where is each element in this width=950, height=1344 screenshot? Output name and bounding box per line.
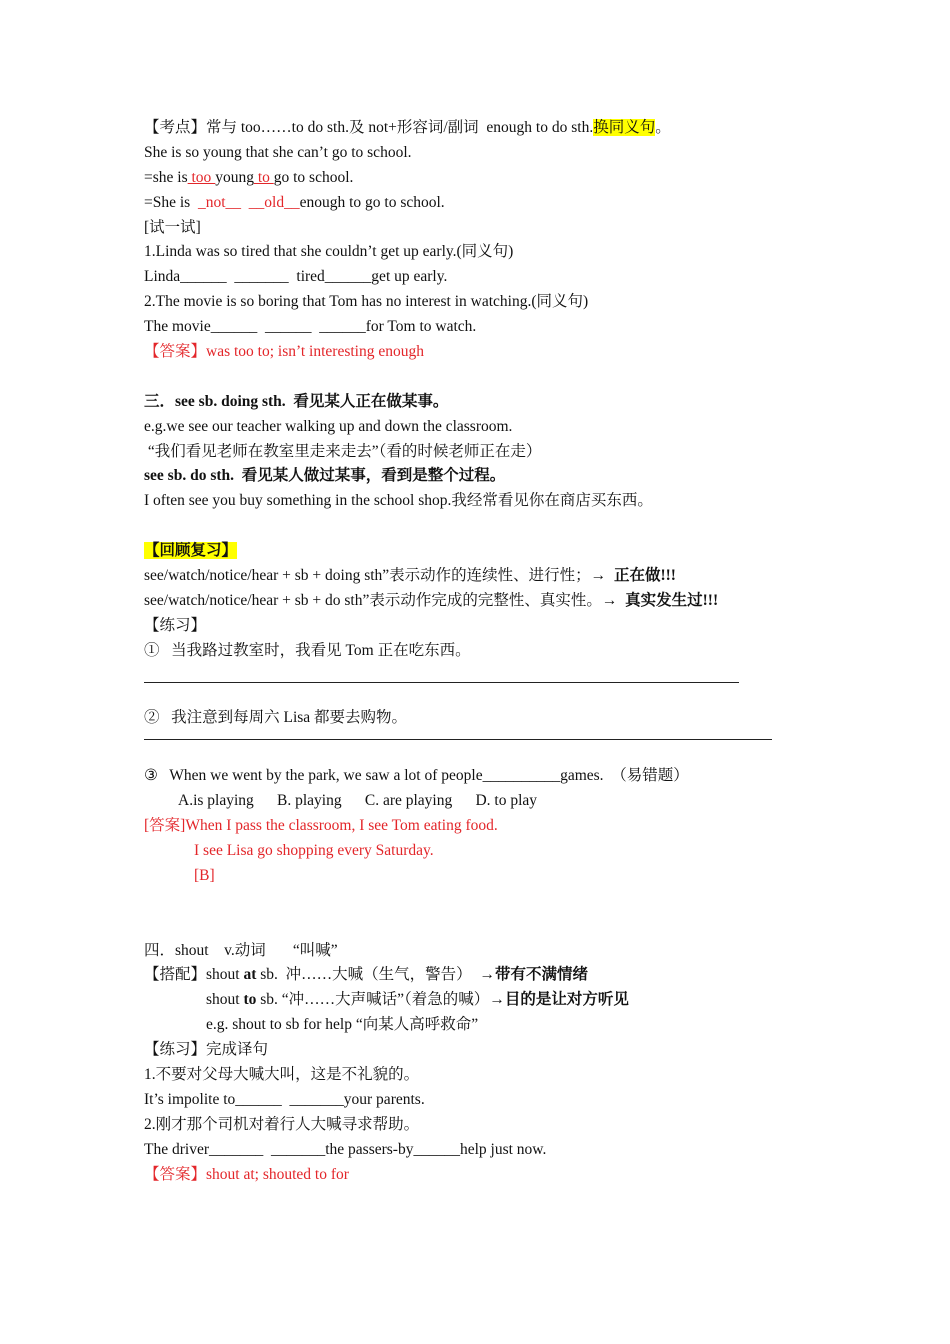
practice-q3-options: A.is playing B. playing C. are playing D. to play — [178, 792, 538, 810]
spacer — [144, 514, 804, 539]
rewrite-enough: =She is _not__ __old__enough to go to school. — [144, 193, 445, 211]
answer-rule-2 — [144, 739, 772, 740]
answer-line-2 — [144, 739, 804, 764]
collocation-at: 【搭配】shout at sb. 冲……大喊（生气，警告） →带有不满情绪 — [144, 966, 588, 984]
example-doing: e.g.we see our teacher walking up and down the classroom. — [144, 417, 513, 435]
example-sentence: She is so young that she can’t go to school. — [144, 143, 412, 161]
translate-2: 2.刚才那个司机对着行人大喊寻求帮助。 — [144, 1115, 420, 1133]
practice-q1: ① 当我路过教室时，我看见 Tom 正在吃东西。 — [144, 641, 471, 659]
answer-rule-1 — [144, 682, 739, 683]
translate-1: 1.不要对父母大喊大叫，这是不礼貌的。 — [144, 1065, 420, 1083]
review-rule-2: see/watch/notice/hear + sb + do sth”表示动作完成的完整性、真实性。→ 真实发生过!!! — [144, 591, 719, 609]
spacer — [144, 365, 804, 390]
practice-heading: 【练习】 — [144, 616, 207, 634]
collocation-example: e.g. shout to sb for help “向某人高呼救命” — [206, 1016, 479, 1034]
spacer — [144, 914, 804, 939]
section-4-title: 四．shout v.动词 “叫喊” — [144, 941, 338, 959]
collocation-to: shout to sb. “冲……大声喊话”（着急的喊）→目的是让对方听见 — [206, 991, 629, 1009]
example-do: I often see you buy something in the school shop.我经常看见你在商店买东西。 — [144, 492, 653, 510]
rewrite-too: =she is too young to go to school. — [144, 168, 354, 186]
translate-2-blank: The driver_______ _______the passers-by______help just now. — [144, 1140, 547, 1158]
see-do-rule: see sb. do sth. 看见某人做过某事，看到是整个过程。 — [144, 467, 506, 485]
exercise-2: 2.The movie is so boring that Tom has no interest in watching.(同义句) — [144, 293, 589, 311]
translate-1-blank: It’s impolite to______ _______your parents. — [144, 1090, 425, 1108]
section-3-title: 三．see sb. doing sth. 看见某人正在做某事。 — [144, 392, 449, 410]
answer-3: 【答案】shout at; shouted to for — [144, 1165, 349, 1183]
document-page — [144, 116, 804, 1187]
exercise-1: 1.Linda was so tired that she couldn’t get up early.(同义句) — [144, 243, 514, 261]
practice-heading-2: 【练习】完成译句 — [144, 1041, 269, 1059]
try-heading: [试一试] — [144, 218, 201, 236]
review-rule-1: see/watch/notice/hear + sb + doing sth”表示动作的连续性、进行性；→ 正在做!!! — [144, 567, 676, 585]
answer-2-a: [答案]When I pass the classroom, I see Tom eating food. — [144, 817, 498, 835]
practice-q2: ② 我注意到每周六 Lisa 都要去购物。 — [144, 709, 408, 727]
exercise-2-blank: The movie______ ______ ______for Tom to watch. — [144, 318, 477, 336]
answer-1: 【答案】was too to; isn’t interesting enough — [144, 343, 424, 361]
review-heading: 【回顾复习】 — [144, 542, 238, 560]
answer-line-1 — [144, 682, 804, 707]
exercise-1-blank: Linda______ _______ tired______get up early. — [144, 268, 448, 286]
practice-q3: ③ When we went by the park, we saw a lot of people__________games. （易错题） — [144, 767, 689, 785]
spacer — [144, 889, 804, 914]
highlight-rewrite: 换同义句 — [593, 119, 656, 136]
example-doing-cn: “我们看见老师在教室里走来走去”（看的时候老师正在走） — [144, 442, 542, 460]
answer-2-b: I see Lisa go shopping every Saturday. — [194, 841, 434, 859]
answer-2-c: [B] — [194, 866, 215, 884]
key-point-line: 【考点】常与 too……to do sth.及 not+形容词/副词 enough to do sth.换同义句。 — [144, 119, 671, 136]
